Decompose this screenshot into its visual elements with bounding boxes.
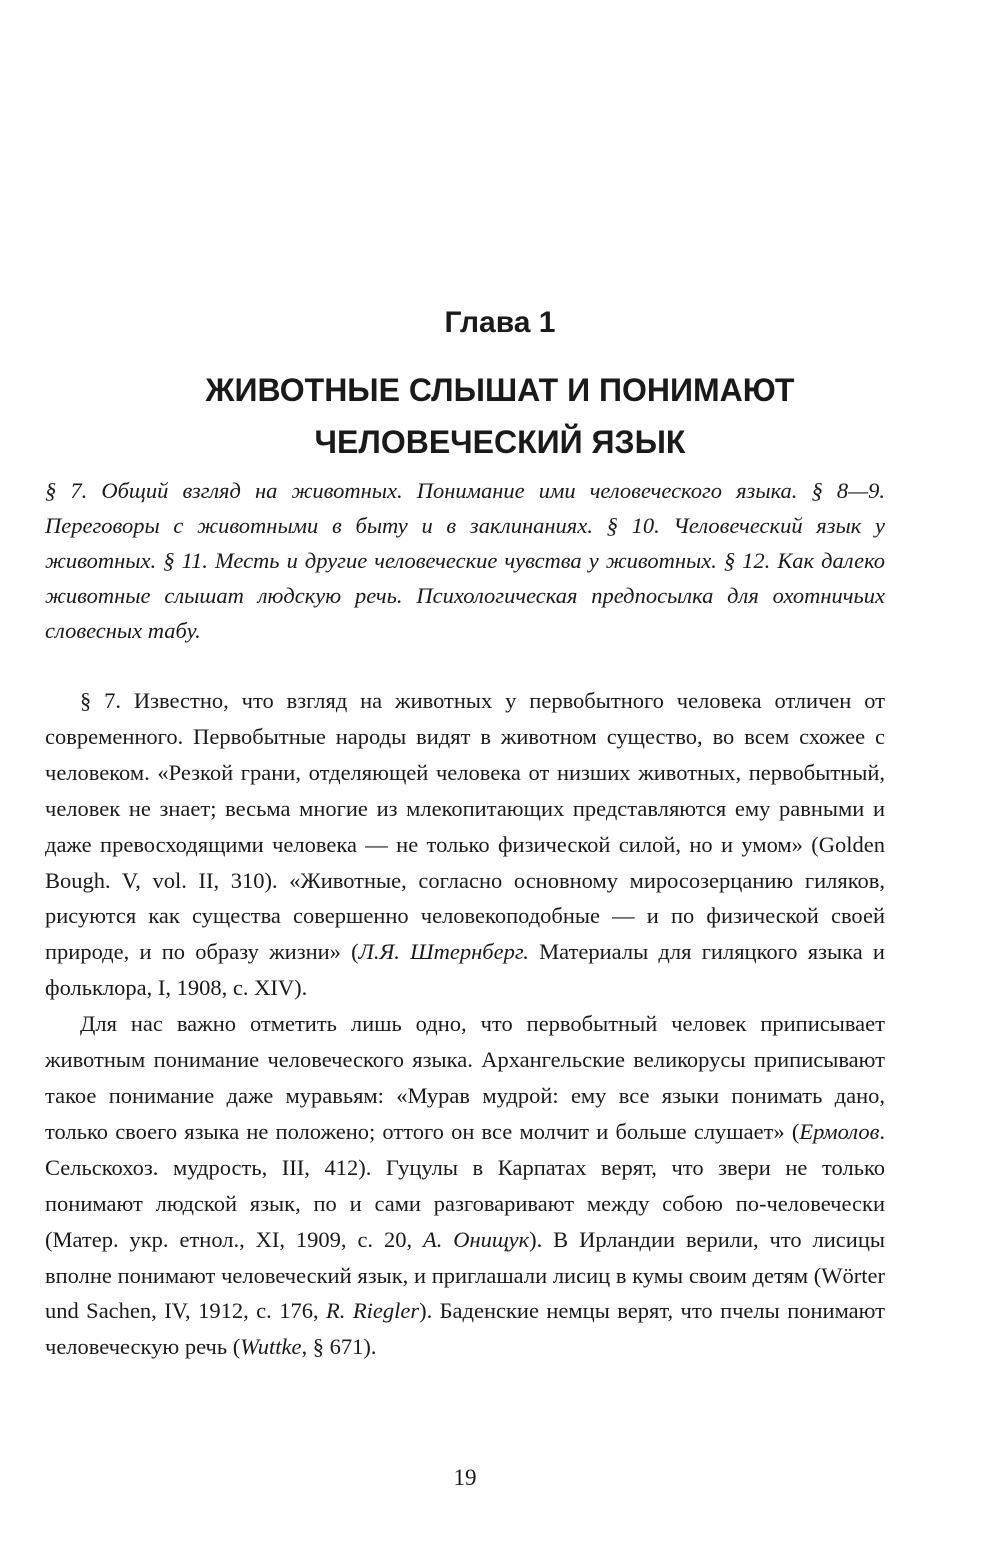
page-number: 19 [453, 1465, 477, 1490]
paragraph-2-author-2: А. Онищук [423, 1226, 530, 1252]
paragraph-2-text-b: . Сельскохоз. мудрость, III, 412). Гуцулы в Карпатах верят, что звери не только понимают людской язык, по и сами разговаривают между собою по-человечески (Матер. укр. етнол., XI, 1909, с. 20, [45, 1118, 885, 1252]
paragraph-2-text-d: ). Баденские немцы верят, что пчелы понимают человеческую речь ( [45, 1298, 885, 1360]
paragraph-2 [45, 1006, 885, 1365]
chapter-label: Глава 1 [444, 306, 556, 339]
paragraph-2-author-3: R. Riegler [326, 1298, 420, 1324]
paragraph-2-text-c: ). В Ирландии верили, что лисицы вполне понимают человеческий язык, и приглашали лисиц в кумы своим детям (Wörter und Sachen, IV, 1912, с. 176, [45, 1226, 885, 1324]
chapter-title-line-2: ЧЕЛОВЕЧЕСКИЙ ЯЗЫК [314, 424, 686, 460]
paragraph-2-author-1: Ермолов [799, 1118, 880, 1144]
paragraph-1-author-1: Л.Я. Штернберг. [358, 939, 529, 965]
paragraph-2-text-e: , § 671). [301, 1334, 377, 1360]
paragraph-2-author-4: Wuttke [240, 1334, 302, 1360]
paragraph-1-text-b: Материалы для гиляцкого языка и фольклора, I, 1908, с. XIV). [45, 939, 885, 1001]
chapter-summary-text: § 7. Общий взгляд на животных. Понимание ими человеческого языка. § 8—9. Переговоры с животными в быту и в заклинаниях. § 10. Человеческий язык у животных. § 11. Месть и другие человеческие чувства у животных. § 12. Как далеко животные слышат людскую речь. Психологическая предпосылка для охотничьих словесных табу. [45, 478, 885, 643]
chapter-title [0, 364, 1000, 468]
body-text [45, 683, 885, 1365]
paragraph-1-text-a: § 7. Известно, что взгляд на животных у первобытного человека отличен от современного. Первобытные народы видят в животном существо, во всем схожее с человеком. «Резкой грани, отделяющей человека от низших животных, первобытный, человек не знает; весьма многие из млекопитающих представляются ему равными и даже превосходящими человека — не только физической силой, но и умом» (Golden Bough. V, vol. II, 310). «Животные, согласно основному миросозерцанию гиляков, рисуются как существа совершенно человекоподобные — и по физической своей природе, и по образу жизни» ( [45, 688, 885, 965]
paragraph-2-text-a: Для нас важно отметить лишь одно, что первобытный человек приписывает животным понимание человеческого языка. Архангельские великорусы приписывают такое понимание даже муравьям: «Мурав мудрой: ему все языки понимать дано, только своего языка не положено; оттого он все молчит и больше слушает» ( [45, 1011, 885, 1144]
chapter-summary [45, 473, 885, 648]
paragraph-1 [45, 683, 885, 1006]
chapter-title-line-1: ЖИВОТНЫЕ СЛЫШАТ И ПОНИМАЮТ [205, 372, 795, 408]
